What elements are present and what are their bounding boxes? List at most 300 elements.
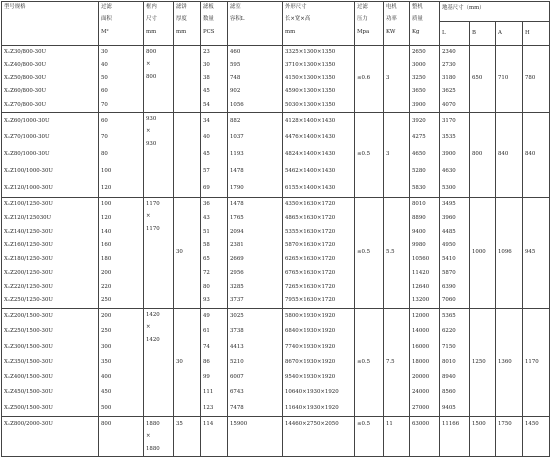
chamber-size-line: 930 <box>146 140 157 147</box>
weight-value: 12000 <box>412 312 430 319</box>
model-name: XₓZ80/1000-30U <box>4 151 50 158</box>
weight-value: 27000 <box>412 404 430 411</box>
chamber-cell <box>144 417 174 457</box>
foundation-l-value: 5870 <box>442 269 456 276</box>
foundation-h-value: 945 <box>525 249 536 256</box>
model-name: XₓZ60/1000-30U <box>4 117 50 124</box>
weight-value: 12640 <box>412 283 430 290</box>
plate-count-value: 99 <box>203 374 210 381</box>
volume-value: 15900 <box>230 421 248 427</box>
pressure-cell <box>355 113 384 198</box>
volume-value: 6743 <box>230 389 244 396</box>
area-value: 50 <box>101 75 108 82</box>
plate-count-value: 57 <box>203 168 210 175</box>
header-row <box>2 2 550 22</box>
foundation-l-value: 3535 <box>442 134 456 141</box>
dims-cell <box>283 309 355 417</box>
plate-count-header: 滤板 数量 PCS <box>201 2 228 46</box>
dims-value: 7955×1630×1720 <box>285 297 336 304</box>
cake-thickness-cell <box>174 46 201 113</box>
dims-value: 4865×1630×1720 <box>285 214 336 221</box>
plate-count-cell <box>201 417 228 457</box>
model-name: XₓZ30/800-30U <box>4 48 47 55</box>
weight-value: 8010 <box>412 201 426 208</box>
plate-count-cell <box>201 46 228 113</box>
plate-count-value: 93 <box>203 297 210 304</box>
model-name: XₓZ140/1250-30U <box>4 228 53 235</box>
model-name: XₓZ100/1250-30U <box>4 201 53 208</box>
motor-value: 5.5 <box>386 249 395 256</box>
dims-cell <box>283 113 355 198</box>
dims-value: 3325×1300×1350 <box>285 48 336 55</box>
cake-thickness-header: 滤饼 厚度 mm <box>174 2 201 46</box>
model-name: XₓZ400/1500-30U <box>4 374 53 381</box>
plate-count-value: 65 <box>203 256 210 263</box>
dims-value: 14460×2750×2050 <box>285 421 339 427</box>
plate-count-value: 72 <box>203 269 210 276</box>
weight-cell <box>410 113 440 198</box>
pressure-header: 过滤 压力 Mpa <box>355 2 384 46</box>
foundation-l-value: 11166 <box>442 421 460 427</box>
foundation-l-value: 2730 <box>442 62 456 69</box>
weight-value: 9400 <box>412 228 426 235</box>
volume-cell <box>228 46 283 113</box>
weight-value: 3900 <box>412 101 426 108</box>
spec-table <box>1 1 550 457</box>
chamber-size-line: × <box>146 61 151 68</box>
dims-cell <box>283 46 355 113</box>
model-cell <box>2 46 99 113</box>
model-name: XₓZ220/1250-30U <box>4 283 53 290</box>
volume-value: 882 <box>230 117 241 124</box>
volume-value: 902 <box>230 88 241 95</box>
dims-value: 7740×1930×1920 <box>285 343 336 350</box>
area-cell <box>99 46 144 113</box>
area-value: 220 <box>101 283 112 290</box>
foundation-a-header: A <box>496 22 523 46</box>
foundation-b-value: 1000 <box>472 249 486 256</box>
model-name: XₓZ200/1500-30U <box>4 312 53 319</box>
chamber-size-line: 1170 <box>146 225 160 232</box>
foundation-l-value: 3495 <box>442 201 456 208</box>
dims-value: 5800×1930×1920 <box>285 312 336 319</box>
volume-value: 748 <box>230 75 241 82</box>
plate-count-value: 74 <box>203 343 210 350</box>
pressure-value: ≤0.5 <box>357 421 371 427</box>
plate-count-value: 45 <box>203 151 210 158</box>
area-value: 100 <box>101 168 112 175</box>
area-cell <box>99 309 144 417</box>
dims-cell <box>283 198 355 309</box>
volume-value: 2094 <box>230 228 244 235</box>
foundation-a-cell <box>496 309 523 417</box>
volume-value: 7478 <box>230 404 244 411</box>
pressure-value: ≤0.5 <box>357 358 371 365</box>
foundation-header: 地基尺寸（mm） <box>440 2 550 22</box>
foundation-a-cell <box>496 46 523 113</box>
model-name: XₓZ50/800-30U <box>4 75 47 82</box>
model-name: XₓZ350/1500-30U <box>4 358 53 365</box>
weight-value: 8890 <box>412 214 426 221</box>
foundation-b-value: 1250 <box>472 358 486 365</box>
weight-cell <box>410 46 440 113</box>
plate-count-value: 86 <box>203 358 210 365</box>
chamber-size-line: 1880 <box>146 421 160 427</box>
foundation-l-value: 7060 <box>442 297 456 304</box>
foundation-b-cell <box>470 113 496 198</box>
weight-cell <box>410 417 440 457</box>
foundation-h-cell <box>523 46 550 113</box>
plate-count-cell <box>201 113 228 198</box>
foundation-l-value: 5300 <box>442 184 456 191</box>
foundation-a-cell <box>496 417 523 457</box>
foundation-h-cell <box>523 113 550 198</box>
weight-value: 3250 <box>412 75 426 82</box>
plate-count-value: 23 <box>203 48 210 55</box>
chamber-cell <box>144 113 174 198</box>
dims-value: 10640×1930×1920 <box>285 389 339 396</box>
foundation-b-cell <box>470 198 496 309</box>
weight-value: 10560 <box>412 256 430 263</box>
area-value: 70 <box>101 101 108 108</box>
foundation-h-value: 840 <box>525 151 536 158</box>
area-value: 400 <box>101 374 112 381</box>
foundation-l-cell <box>440 46 470 113</box>
foundation-b-cell <box>470 46 496 113</box>
volume-value: 1765 <box>230 214 244 221</box>
dims-value: 4590×1300×1350 <box>285 88 336 95</box>
foundation-a-value: 1360 <box>498 358 512 365</box>
dims-value: 5870×1630×1720 <box>285 242 336 249</box>
foundation-h-cell <box>523 309 550 417</box>
volume-value: 1193 <box>230 151 244 158</box>
foundation-l-value: 4485 <box>442 228 456 235</box>
area-value: 200 <box>101 312 112 319</box>
volume-value: 1056 <box>230 101 244 108</box>
foundation-l-value: 4630 <box>442 168 456 175</box>
dims-value: 4476×1400×1430 <box>285 134 336 141</box>
weight-cell <box>410 309 440 417</box>
weight-value: 16000 <box>412 343 430 350</box>
dims-value: 6265×1630×1720 <box>285 256 336 263</box>
foundation-l-value: 3960 <box>442 214 456 221</box>
plate-count-value: 51 <box>203 228 210 235</box>
volume-value: 2669 <box>230 256 244 263</box>
area-value: 40 <box>101 62 108 69</box>
area-value: 350 <box>101 358 112 365</box>
dims-value: 3710×1300×1350 <box>285 62 336 69</box>
volume-value: 4413 <box>230 343 244 350</box>
foundation-h-value: 780 <box>525 75 536 82</box>
plate-count-value: 58 <box>203 242 210 249</box>
model-name: XₓZ120/1000-30U <box>4 184 53 191</box>
volume-cell <box>228 417 283 457</box>
model-name: XₓZ250/1500-30U <box>4 328 53 335</box>
weight-value: 11420 <box>412 269 430 276</box>
plate-count-value: 49 <box>203 312 210 319</box>
dims-value: 5462×1400×1430 <box>285 168 336 175</box>
volume-value: 6007 <box>230 374 244 381</box>
foundation-l-value: 8940 <box>442 374 456 381</box>
model-name: XₓZ70/1000-30U <box>4 134 50 141</box>
chamber-size-line: × <box>146 324 151 331</box>
chamber-size-line: 1170 <box>146 201 160 207</box>
plate-count-value: 34 <box>203 117 210 124</box>
weight-value: 14000 <box>412 328 430 335</box>
weight-value: 3000 <box>412 62 426 69</box>
dims-value: 4350×1630×1720 <box>285 201 336 208</box>
motor-value: 11 <box>386 421 393 427</box>
model-cell <box>2 198 99 309</box>
volume-cell <box>228 309 283 417</box>
foundation-l-value: 9405 <box>442 404 456 411</box>
chamber-size-line: × <box>146 128 151 135</box>
chamber-size-line: × <box>146 433 151 440</box>
dims-value: 5355×1630×1720 <box>285 228 336 235</box>
foundation-l-value: 7150 <box>442 343 456 350</box>
plate-count-value: 61 <box>203 328 210 335</box>
motor-cell <box>384 198 410 309</box>
dims-value: 5030×1300×1350 <box>285 101 336 108</box>
pressure-value: ≤0.5 <box>357 249 371 256</box>
dims-value: 6155×1400×1430 <box>285 184 336 191</box>
area-value: 800 <box>101 421 112 427</box>
foundation-l-header: L <box>440 22 470 46</box>
chamber-header: 框内 尺寸 mm <box>144 2 174 46</box>
chamber-size-line: 1420 <box>146 312 160 318</box>
dims-value: 8670×1930×1920 <box>285 358 336 365</box>
plate-count-value: 43 <box>203 214 210 221</box>
motor-value: 3 <box>386 151 390 158</box>
dims-value: 4824×1400×1430 <box>285 151 336 158</box>
dims-value: 4128×1400×1430 <box>285 117 336 124</box>
foundation-l-value: 3625 <box>442 88 456 95</box>
foundation-l-cell <box>440 113 470 198</box>
volume-value: 1037 <box>230 134 244 141</box>
plate-count-value: 123 <box>203 404 214 411</box>
plate-count-value: 40 <box>203 134 210 141</box>
plate-count-value: 38 <box>203 75 210 82</box>
dims-value: 4150×1300×1350 <box>285 75 336 82</box>
area-value: 160 <box>101 242 112 249</box>
chamber-cell <box>144 309 174 417</box>
foundation-l-value: 6390 <box>442 283 456 290</box>
area-value: 300 <box>101 343 112 350</box>
area-value: 450 <box>101 389 112 396</box>
chamber-cell <box>144 198 174 309</box>
dims-value: 6840×1930×1920 <box>285 328 336 335</box>
pressure-cell <box>355 198 384 309</box>
foundation-a-cell <box>496 113 523 198</box>
model-name: XₓZ40/800-30U <box>4 62 47 69</box>
weight-value: 2650 <box>412 48 426 55</box>
volume-value: 595 <box>230 62 241 69</box>
model-name: XₓZ60/800-30U <box>4 88 47 95</box>
foundation-b-cell <box>470 417 496 457</box>
foundation-l-value: 3180 <box>442 75 456 82</box>
model-name: XₓZ300/1500-30U <box>4 343 53 350</box>
volume-cell <box>228 113 283 198</box>
chamber-size-line: 800 <box>146 49 157 55</box>
weight-value: 4275 <box>412 134 426 141</box>
foundation-l-value: 5365 <box>442 312 456 319</box>
foundation-l-value: 3170 <box>442 117 456 124</box>
area-value: 70 <box>101 134 108 141</box>
plate-count-value: 114 <box>203 421 214 427</box>
volume-value: 1790 <box>230 184 244 191</box>
area-value: 500 <box>101 404 112 411</box>
foundation-l-cell <box>440 198 470 309</box>
area-value: 120 <box>101 184 112 191</box>
chamber-size-line: × <box>146 213 151 220</box>
volume-value: 3737 <box>230 297 244 304</box>
area-value: 120 <box>101 214 112 221</box>
foundation-h-cell <box>523 417 550 457</box>
weight-value: 63000 <box>412 421 430 427</box>
model-name: XₓZ180/1250-30U <box>4 256 53 263</box>
foundation-l-value: 4950 <box>442 242 456 249</box>
chamber-size-line: 800 <box>146 73 157 80</box>
foundation-l-cell <box>440 417 470 457</box>
dims-value: 9540×1930×1920 <box>285 374 336 381</box>
volume-value: 3025 <box>230 312 244 319</box>
model-name: XₓZ100/1000-30U <box>4 168 53 175</box>
foundation-l-value: 4070 <box>442 101 456 108</box>
dims-header: 外形尺寸 长×宽×高 mm <box>283 2 355 46</box>
chamber-size-line: 930 <box>146 116 157 122</box>
cake-thickness-value: 30 <box>176 358 183 365</box>
weight-value: 3650 <box>412 88 426 95</box>
area-value: 250 <box>101 297 112 304</box>
cake-thickness-value: 35 <box>176 421 183 427</box>
foundation-b-header: B <box>470 22 496 46</box>
area-value: 30 <box>101 48 108 55</box>
volume-value: 460 <box>230 48 241 55</box>
spec-group-row <box>2 198 550 309</box>
motor-cell <box>384 417 410 457</box>
model-name: XₓZ250/1250-30U <box>4 297 53 304</box>
chamber-size-line: 1880 <box>146 445 160 452</box>
model-name: XₓZ120/125030U <box>4 214 52 221</box>
foundation-a-cell <box>496 198 523 309</box>
foundation-h-header: H <box>523 22 550 46</box>
plate-count-value: 45 <box>203 88 210 95</box>
foundation-a-value: 1096 <box>498 249 512 256</box>
weight-value: 5280 <box>412 168 426 175</box>
pressure-cell <box>355 46 384 113</box>
weight-value: 9980 <box>412 242 426 249</box>
dims-value: 11640×1930×1920 <box>285 404 339 411</box>
foundation-l-value: 3900 <box>442 151 456 158</box>
spec-last-row <box>2 417 550 457</box>
spec-group-row <box>2 46 550 113</box>
foundation-l-value: 6220 <box>442 328 456 335</box>
weight-value: 18000 <box>412 358 430 365</box>
foundation-a-value: 1750 <box>498 421 512 427</box>
area-value: 80 <box>101 151 108 158</box>
foundation-l-value: 5410 <box>442 256 456 263</box>
plate-count-value: 30 <box>203 62 210 69</box>
model-name: XₓZ800/2000-30U <box>4 421 53 427</box>
weight-value: 20000 <box>412 374 430 381</box>
model-header: 型号规格 <box>2 2 99 46</box>
area-cell <box>99 113 144 198</box>
volume-value: 3285 <box>230 283 244 290</box>
area-header: 过滤 面积 M² <box>99 2 144 46</box>
spec-group-row <box>2 309 550 417</box>
cake-thickness-cell <box>174 198 201 309</box>
area-cell <box>99 198 144 309</box>
foundation-l-value: 2340 <box>442 48 456 55</box>
foundation-b-value: 800 <box>472 151 483 158</box>
cake-thickness-cell <box>174 113 201 198</box>
model-name: XₓZ70/800-30U <box>4 101 47 108</box>
model-name: XₓZ450/1500-30U <box>4 389 53 396</box>
foundation-h-value: 1170 <box>525 358 539 365</box>
foundation-b-value: 650 <box>472 75 483 82</box>
volume-value: 1478 <box>230 201 244 208</box>
area-cell <box>99 417 144 457</box>
plate-count-value: 111 <box>203 389 214 396</box>
weight-header: 整机 质量 Kg <box>410 2 440 46</box>
dims-cell <box>283 417 355 457</box>
motor-cell <box>384 46 410 113</box>
foundation-b-cell <box>470 309 496 417</box>
foundation-a-value: 840 <box>498 151 509 158</box>
volume-value: 3738 <box>230 328 244 335</box>
spec-group-row <box>2 113 550 198</box>
area-value: 60 <box>101 117 108 124</box>
chamber-size-line: 1420 <box>146 336 160 343</box>
volume-value: 5210 <box>230 358 244 365</box>
plate-count-value: 36 <box>203 201 210 208</box>
model-name: XₓZ160/1250-30U <box>4 242 53 249</box>
foundation-l-value: 8010 <box>442 358 456 365</box>
area-value: 100 <box>101 201 112 208</box>
area-value: 250 <box>101 328 112 335</box>
volume-header: 滤室 容积L <box>228 2 283 46</box>
cake-thickness-cell <box>174 417 201 457</box>
area-value: 140 <box>101 228 112 235</box>
plate-count-value: 54 <box>203 101 210 108</box>
model-cell <box>2 113 99 198</box>
foundation-l-cell <box>440 309 470 417</box>
foundation-h-value: 1450 <box>525 421 539 427</box>
motor-cell <box>384 309 410 417</box>
weight-value: 3920 <box>412 117 426 124</box>
plate-count-value: 69 <box>203 184 210 191</box>
foundation-a-value: 710 <box>498 75 509 82</box>
dims-value: 6765×1630×1720 <box>285 269 336 276</box>
weight-value: 5830 <box>412 184 426 191</box>
pressure-cell <box>355 417 384 457</box>
area-value: 180 <box>101 256 112 263</box>
area-value: 200 <box>101 269 112 276</box>
model-cell <box>2 309 99 417</box>
cake-thickness-cell <box>174 309 201 417</box>
foundation-b-value: 1500 <box>472 421 486 427</box>
motor-cell <box>384 113 410 198</box>
model-cell <box>2 417 99 457</box>
volume-cell <box>228 198 283 309</box>
weight-value: 13200 <box>412 297 430 304</box>
motor-value: 3 <box>386 75 390 82</box>
foundation-l-value: 8560 <box>442 389 456 396</box>
motor-header: 电机 功率 KW <box>384 2 410 46</box>
plate-count-cell <box>201 309 228 417</box>
foundation-h-cell <box>523 198 550 309</box>
chamber-cell <box>144 46 174 113</box>
